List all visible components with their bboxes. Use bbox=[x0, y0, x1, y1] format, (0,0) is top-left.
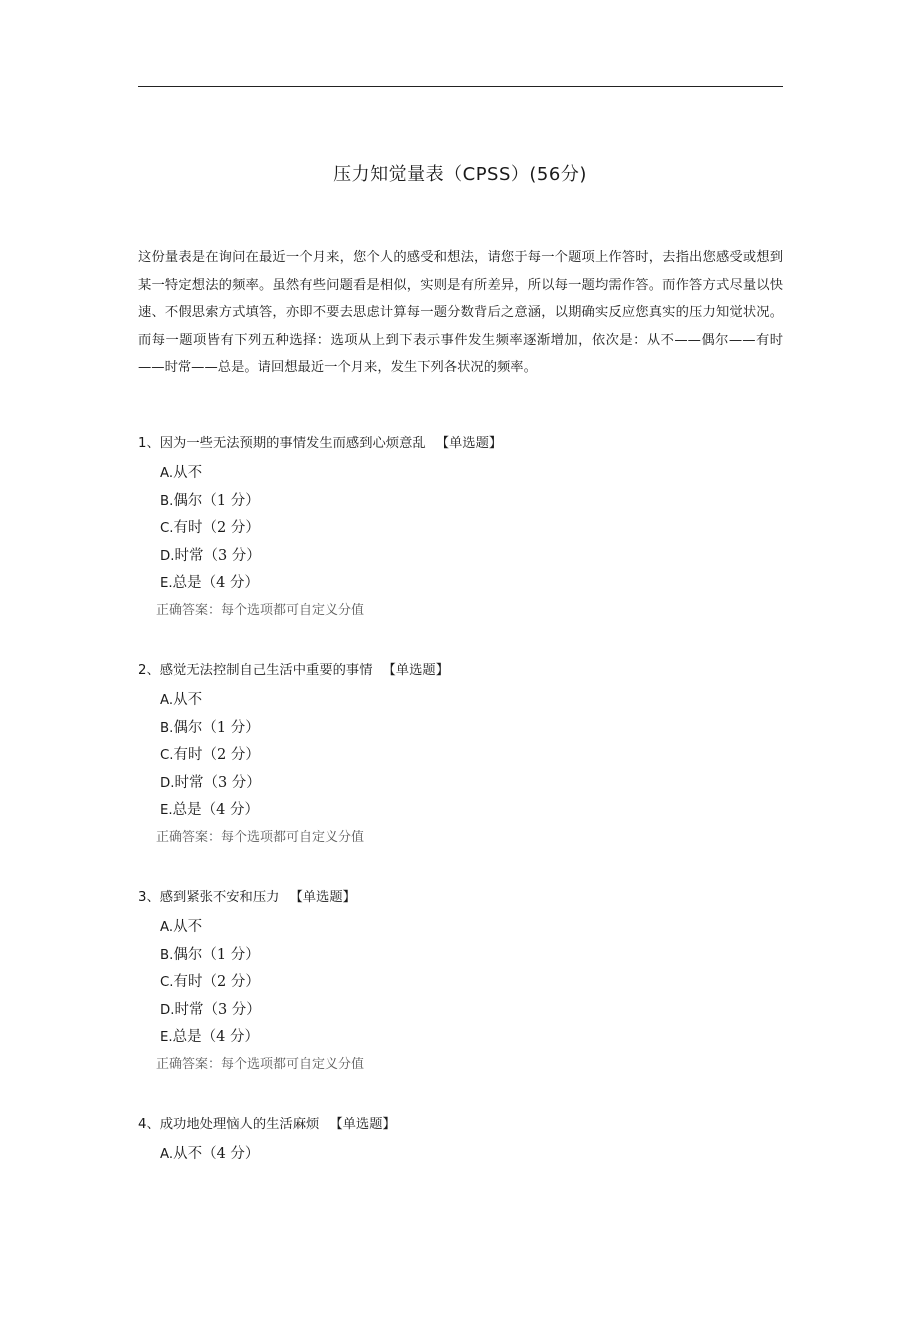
option-label: 从不 bbox=[173, 919, 203, 935]
question-number: 3、 bbox=[138, 890, 160, 905]
question-number: 2、 bbox=[138, 663, 160, 678]
option-b[interactable] bbox=[160, 942, 783, 970]
option-label: 有时（2 分） bbox=[173, 747, 260, 764]
answer-note: 正确答案：每个选项都可自定义分值 bbox=[156, 602, 365, 618]
option-label: 总是（4 分） bbox=[172, 575, 259, 592]
intro-paragraph: 这份量表是在询问在最近一个月来，您个人的感受和想法，请您于每一个题项上作答时，去指出您感受或想到某一特定想法的频率。虽然有些问题看是相似，实则是有所差异，所以每一题均需作答。而作答方式尽量以快速、不假思索方式填答，亦即不要去思虑计算每一题分数背后之意涵，以期确实反应您真实的压力知觉状况。而每一题项皆有下列五种选择：选项从上到下表示事件发生频率逐渐增加，依次是：从不——偶尔——有时——时常——总是。请回想最近一个月来，发生下列各状况的频率。 bbox=[138, 250, 783, 375]
question-1 bbox=[138, 430, 783, 657]
option-list bbox=[160, 460, 783, 598]
option-d[interactable] bbox=[160, 543, 783, 571]
question-title bbox=[138, 1111, 783, 1139]
option-letter: C. bbox=[160, 521, 174, 537]
option-label: 从不 bbox=[173, 465, 203, 481]
option-e[interactable] bbox=[160, 570, 783, 598]
option-label: 偶尔（1 分） bbox=[173, 719, 260, 736]
option-letter: D. bbox=[160, 548, 175, 564]
option-c[interactable] bbox=[160, 969, 783, 997]
option-c[interactable] bbox=[160, 515, 783, 543]
option-list bbox=[160, 1141, 783, 1169]
question-list bbox=[138, 430, 783, 1338]
option-b[interactable] bbox=[160, 715, 783, 743]
question-text: 成功地处理恼人的生活麻烦 bbox=[159, 1117, 320, 1132]
option-b[interactable] bbox=[160, 488, 783, 516]
option-letter: E. bbox=[160, 576, 173, 592]
option-label: 时常（3 分） bbox=[174, 1001, 261, 1018]
page-title: 压力知觉量表（CPSS）(56分) bbox=[333, 164, 587, 185]
option-letter: E. bbox=[160, 1030, 173, 1046]
question-2 bbox=[138, 657, 783, 884]
option-label: 有时（2 分） bbox=[173, 520, 260, 537]
option-label: 偶尔（1 分） bbox=[173, 946, 260, 963]
option-label: 有时（2 分） bbox=[173, 974, 260, 991]
option-label: 总是（4 分） bbox=[172, 1029, 259, 1046]
option-e[interactable] bbox=[160, 797, 783, 825]
question-title bbox=[138, 657, 783, 685]
option-d[interactable] bbox=[160, 997, 783, 1025]
option-label: 偶尔（1 分） bbox=[173, 492, 260, 509]
question-4 bbox=[138, 1111, 783, 1338]
option-a[interactable] bbox=[160, 460, 783, 488]
option-letter: A. bbox=[160, 1147, 174, 1162]
option-a[interactable] bbox=[160, 687, 783, 715]
answer-note: 正确答案：每个选项都可自定义分值 bbox=[156, 829, 365, 845]
question-type-tag: 【单选题】 bbox=[382, 663, 449, 678]
option-list bbox=[160, 914, 783, 1052]
question-type-tag: 【单选题】 bbox=[329, 1117, 396, 1132]
option-letter: A. bbox=[160, 466, 174, 481]
option-label: 从不（4 分） bbox=[173, 1146, 260, 1162]
question-type-tag: 【单选题】 bbox=[435, 436, 503, 451]
question-type-tag: 【单选题】 bbox=[289, 890, 356, 905]
question-number: 1、 bbox=[138, 436, 160, 451]
option-letter: D. bbox=[160, 1002, 175, 1018]
question-text: 感觉无法控制自己生活中重要的事情 bbox=[159, 663, 373, 678]
option-d[interactable] bbox=[160, 770, 783, 798]
question-number: 4、 bbox=[138, 1117, 160, 1132]
option-c[interactable] bbox=[160, 742, 783, 770]
option-label: 总是（4 分） bbox=[172, 802, 259, 819]
option-letter: B. bbox=[160, 720, 174, 736]
question-text: 因为一些无法预期的事情发生而感到心烦意乱 bbox=[159, 436, 426, 451]
option-label: 从不 bbox=[173, 692, 203, 708]
option-letter: C. bbox=[160, 975, 174, 991]
option-letter: B. bbox=[160, 493, 174, 509]
option-list bbox=[160, 687, 783, 825]
option-letter: C. bbox=[160, 748, 174, 764]
option-label: 时常（3 分） bbox=[174, 774, 261, 791]
question-text: 感到紧张不安和压力 bbox=[159, 890, 280, 905]
question-title bbox=[138, 430, 783, 458]
option-letter: E. bbox=[160, 803, 173, 819]
option-letter: B. bbox=[160, 947, 174, 963]
option-letter: D. bbox=[160, 775, 175, 791]
question-title bbox=[138, 884, 783, 912]
option-label: 时常（3 分） bbox=[174, 547, 261, 564]
option-letter: A. bbox=[160, 920, 174, 935]
header-rule bbox=[138, 86, 783, 87]
option-e[interactable] bbox=[160, 1024, 783, 1052]
option-a[interactable] bbox=[160, 914, 783, 942]
option-a[interactable] bbox=[160, 1141, 783, 1169]
question-3 bbox=[138, 884, 783, 1111]
option-letter: A. bbox=[160, 693, 174, 708]
answer-note: 正确答案：每个选项都可自定义分值 bbox=[156, 1056, 365, 1072]
